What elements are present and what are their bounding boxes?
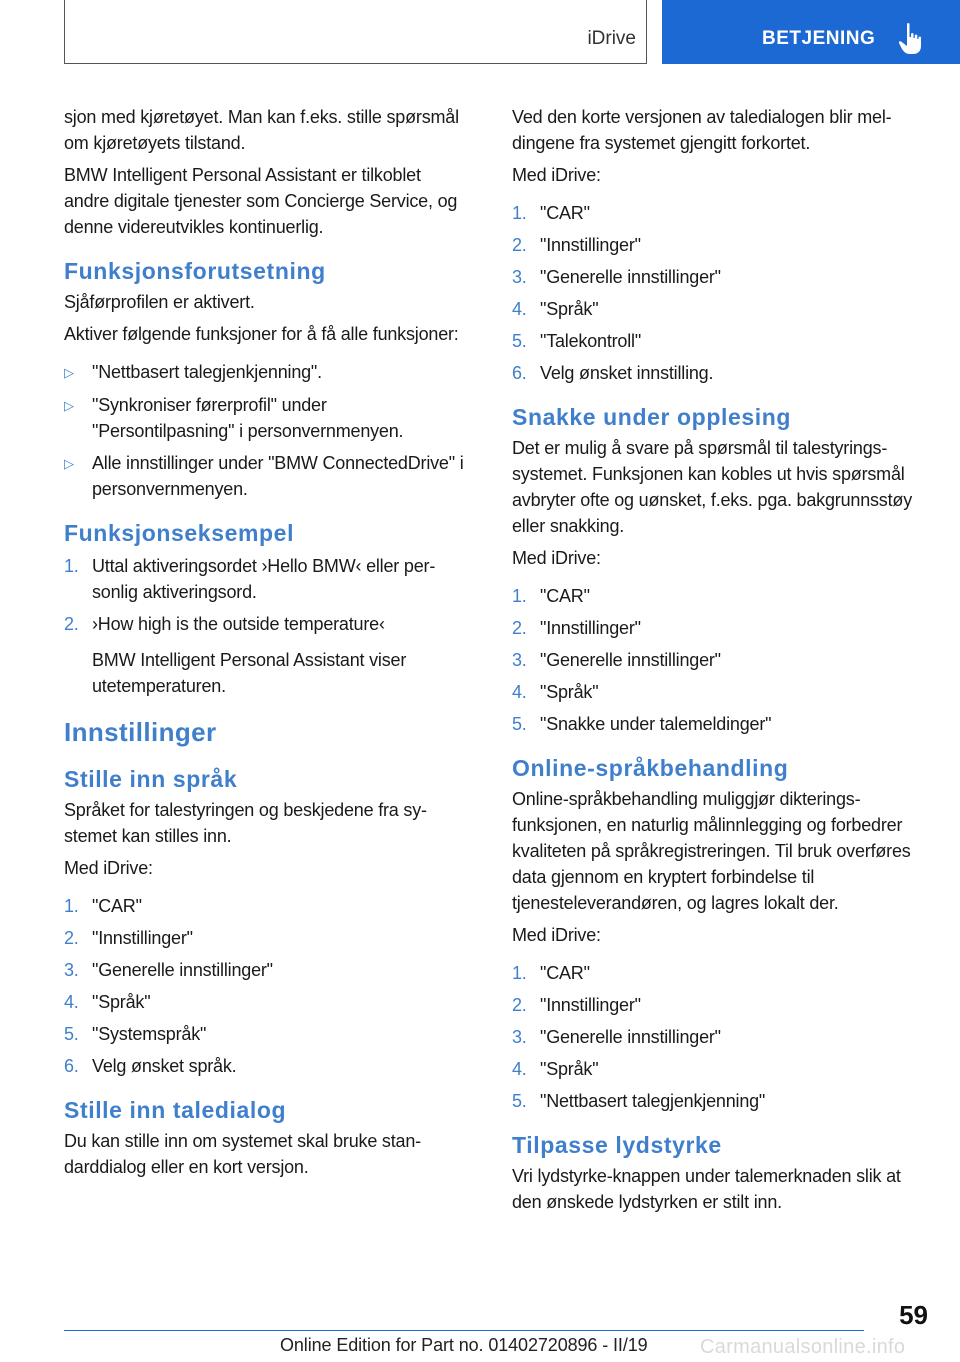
hand-pointer-icon	[898, 22, 924, 56]
watermark: Carmanualsonline.info	[700, 1336, 906, 1358]
dialog-steps	[512, 200, 930, 386]
header-section-label: iDrive	[587, 28, 636, 49]
list-item: 1. "CAR"	[512, 203, 590, 223]
idrive-label-1: Med iDrive:	[512, 165, 601, 185]
list-item: 4. "Språk"	[512, 299, 599, 319]
list-item: 1. Uttal aktiveringsordet ›Hello BMW‹ eller personlig aktiveringsord.	[64, 556, 436, 602]
list-item: 5. "Systemspråk"	[64, 1024, 207, 1044]
requirements-paragraph-2: Aktiver følgende funksjoner for å få alle funksjoner:	[64, 324, 459, 344]
online-paragraph: Online-språkbehandling muliggjør dikteringsfunksjonen, en naturlig målinnlegging og forbedrer kvaliteten på språkregistreringen. Til bruk overføres data gjennom en kryptert forbindelse til tjenesteleverandøren, og lagres lokalt der.	[512, 789, 911, 913]
right-column	[512, 104, 930, 1221]
dialog-paragraph: Du kan stille inn om systemet skal bruke standarddialog eller en kort versjon.	[64, 1131, 422, 1177]
list-item: 1. "CAR"	[512, 586, 590, 606]
list-item: ▷ Alle innstillinger under "BMW ConnectedDrive" i personvernmenyen.	[64, 450, 464, 502]
list-item: 3. "Generelle innstillinger"	[512, 1027, 721, 1047]
list-item: 4. "Språk"	[512, 682, 599, 702]
intro-paragraph: sjon med kjøretøyet. Man kan f.eks. stille spørsmål om kjøretøyets tilstand.	[64, 107, 459, 153]
footer-edition: Online Edition for Part no. 01402720896 - II/19	[280, 1335, 648, 1355]
list-item: 3. "Generelle innstillinger"	[512, 650, 721, 670]
triangle-bullet-icon: ▷	[64, 398, 74, 413]
list-item: 5. "Talekontroll"	[512, 331, 642, 351]
list-item: 2. ›How high is the outside temperature‹	[64, 614, 385, 634]
volume-paragraph: Vri lydstyrke-knappen under talemerknaden slik at den ønskede lydstyrken er stilt inn.	[512, 1166, 901, 1212]
heading-example: Funksjonseksempel	[64, 520, 295, 546]
list-item: 5. "Nettbasert talegjenkjenning"	[512, 1091, 766, 1111]
header-section-box	[64, 0, 647, 64]
short-version-paragraph: Ved den korte versjonen av taledialogen blir meldingene fra systemet gjengitt forkortet.	[512, 107, 892, 153]
list-item: ▷ "Nettbasert talegjenkjenning".	[64, 359, 464, 386]
list-item: 2. "Innstillinger"	[512, 618, 641, 638]
list-item: 5. "Snakke under talemeldinger"	[512, 714, 772, 734]
heading-settings: Innstillinger	[64, 717, 217, 747]
idrive-label-3: Med iDrive:	[512, 925, 601, 945]
speak-steps	[512, 583, 930, 737]
header-chapter-tab	[662, 0, 960, 64]
triangle-bullet-icon: ▷	[64, 456, 74, 471]
requirements-list	[64, 359, 464, 502]
heading-speak-during-readout: Snakke under opplesing	[512, 404, 792, 430]
heading-adjust-volume: Tilpasse lydstyrke	[512, 1132, 722, 1158]
left-column	[64, 104, 464, 1186]
list-item: 3. "Generelle innstillinger"	[64, 960, 273, 980]
list-item: 1. "CAR"	[512, 963, 590, 983]
list-item: 3. "Generelle innstillinger"	[512, 267, 721, 287]
list-item: 2. "Innstillinger"	[512, 235, 641, 255]
heading-set-dialog: Stille inn taledialog	[64, 1097, 287, 1123]
language-steps	[64, 893, 464, 1079]
header-chapter-label: BETJENING	[762, 28, 876, 49]
list-item: 4. "Språk"	[64, 992, 151, 1012]
list-item: 6. Velg ønsket språk.	[64, 1056, 237, 1076]
requirements-paragraph-1: Sjåførprofilen er aktivert.	[64, 292, 255, 312]
example-list	[64, 553, 464, 637]
assistant-paragraph: BMW Intelligent Personal Assistant er tilkoblet andre digitale tjenester som Concierge Service, og denne videreutvikles kontinuerlig.	[64, 165, 458, 237]
example-result: BMW Intelligent Personal Assistant viser utetemperaturen.	[92, 650, 407, 696]
list-item: 2. "Innstillinger"	[512, 995, 641, 1015]
language-idrive-label: Med iDrive:	[64, 858, 153, 878]
list-item: 2. "Innstillinger"	[64, 928, 193, 948]
triangle-bullet-icon: ▷	[64, 365, 74, 380]
heading-set-language: Stille inn språk	[64, 766, 238, 792]
idrive-label-2: Med iDrive:	[512, 548, 601, 568]
list-item: 4. "Språk"	[512, 1059, 599, 1079]
online-steps	[512, 960, 930, 1114]
heading-requirements: Funksjonsforutsetning	[64, 258, 326, 284]
heading-online-language: Online-språkbehandling	[512, 755, 789, 781]
list-item: 6. Velg ønsket innstilling.	[512, 363, 714, 383]
language-paragraph: Språket for talestyringen og beskjedene fra systemet kan stilles inn.	[64, 800, 428, 846]
list-item: ▷ "Synkroniser førerprofil" under "Persontilpasning" i personvernmenyen.	[64, 392, 464, 444]
page-number: 59	[899, 1300, 928, 1330]
list-item: 1. "CAR"	[64, 896, 142, 916]
speak-paragraph: Det er mulig å svare på spørsmål til talestyringssystemet. Funksjonen kan kobles ut hvis spørsmål avbryter ofte og uønsket, f.eks. pga. bakgrunnsstøy eller snakking.	[512, 438, 913, 536]
footer-divider	[64, 1330, 864, 1331]
